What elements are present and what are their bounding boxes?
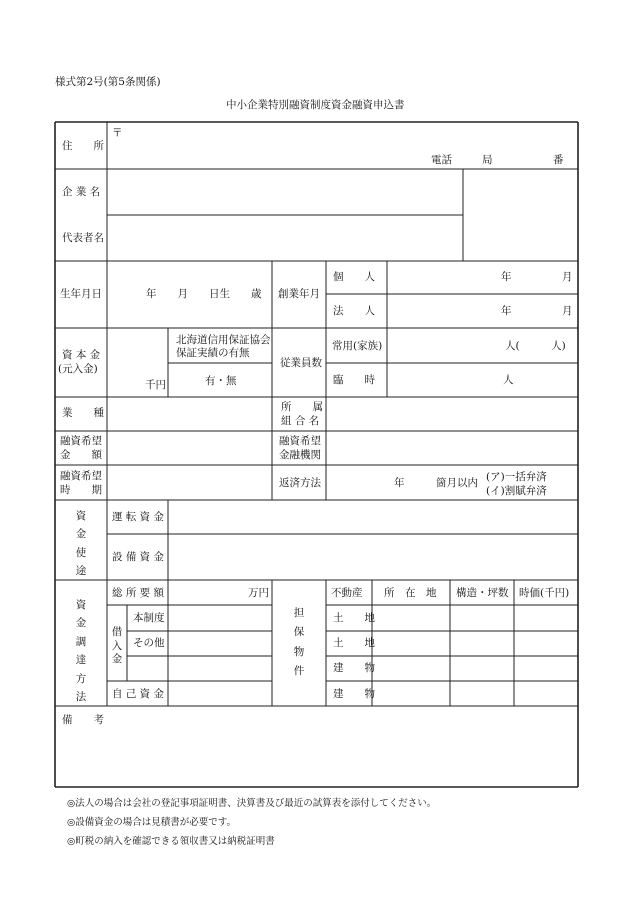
capital-label-line1: 資 本 金	[62, 349, 101, 361]
employees-regular-unit: 人( 人)	[505, 340, 566, 352]
fund-total-unit: 万円	[248, 587, 269, 599]
fund-use-operating-label: 運 転 資 金	[112, 511, 165, 523]
loan-bank-label-line2: 金融機関	[279, 449, 321, 461]
birthdate-format: 年 月 日生 歳	[146, 288, 262, 300]
postal-mark: 〒	[112, 127, 123, 139]
tel-number-label: 番	[553, 154, 564, 166]
collateral-header-realestate: 不動産	[331, 587, 363, 599]
loan-period-label-line2: 時 期	[60, 484, 102, 496]
loan-amount-label-line1: 融資希望	[60, 435, 102, 447]
tel-label: 電話	[431, 154, 452, 166]
fund-source-label: 資金調達方法	[75, 599, 87, 703]
form-number: 様式第2号(第5条関係)	[55, 76, 161, 88]
note-1: ◎法人の場合は会社の登記事項証明書、決算書及び最近の試算表を添付してください。	[67, 798, 437, 809]
collateral-label: 担保物件	[293, 607, 305, 678]
guarantee-value[interactable]: 有・無	[205, 375, 237, 387]
note-2: ◎設備資金の場合は見積書が必要です。	[67, 817, 237, 828]
loan-bank-label-line1: 融資希望	[279, 435, 321, 447]
address-field[interactable]	[112, 138, 572, 164]
birthdate-label: 生年月日	[60, 288, 102, 300]
founded-label: 創業年月	[278, 288, 320, 300]
loan-period-label-line1: 融資希望	[60, 470, 102, 482]
capital-label-line2: (元入金)	[58, 363, 98, 375]
founded-corporation-year: 年	[501, 305, 512, 317]
representative-label: 代表者名	[62, 232, 104, 244]
collateral-header-value: 時価(千円)	[519, 587, 570, 599]
collateral-row-building-1: 建 物	[333, 662, 375, 674]
own-funds-label: 自 己 資 金	[112, 688, 165, 700]
company-name-label: 企 業 名	[62, 186, 101, 198]
business-type-label: 業 種	[62, 407, 104, 419]
company-name-field[interactable]	[110, 172, 460, 212]
tel-station-label: 局	[482, 154, 493, 166]
employees-temporary-label: 臨 時	[333, 374, 375, 386]
union-label-line2: 組 合 名	[281, 415, 320, 427]
loan-other-label: その他	[133, 637, 165, 649]
repayment-label: 返済方法	[279, 477, 321, 489]
collateral-header-location: 所 在 地	[384, 587, 437, 599]
loan-label: 借入金	[111, 626, 123, 666]
remarks-field[interactable]	[110, 710, 572, 782]
fund-use-label: 資金使途	[75, 510, 87, 578]
form-title: 中小企業特別融資制度資金融資申込書	[226, 99, 405, 111]
capital-unit: 千円	[145, 379, 166, 391]
founded-corporation-label: 法 人	[333, 305, 375, 317]
employees-regular-label: 常用(家族)	[332, 340, 383, 352]
loan-amount-label-line2: 金 額	[60, 449, 102, 461]
collateral-header-structure: 構造・坪数	[456, 587, 509, 599]
note-3: ◎町税の納入を確認できる領収書又は納税証明書	[67, 836, 275, 847]
collateral-row-land-2: 土 地	[333, 637, 375, 649]
repayment-period: 年 箇月以内	[394, 477, 478, 489]
loan-this-system-label: 本制度	[133, 612, 165, 624]
founded-individual-month: 月	[562, 271, 573, 283]
fund-total-label: 総 所 要 額	[112, 587, 165, 599]
employees-temporary-unit: 人	[503, 374, 514, 386]
founded-individual-label: 個 人	[333, 271, 375, 283]
guarantee-label-line2: 保証実績の有無	[176, 347, 250, 359]
representative-field[interactable]	[110, 218, 460, 258]
union-label-line1: 所 属	[281, 401, 323, 413]
collateral-row-land-1: 土 地	[333, 612, 375, 624]
remarks-label: 備 考	[62, 714, 104, 726]
collateral-row-building-2: 建 物	[333, 688, 375, 700]
employees-label: 従業員数	[280, 357, 322, 369]
address-label: 住 所	[62, 140, 104, 152]
guarantee-label-line1: 北海道信用保証協会	[176, 334, 271, 346]
repayment-option-a[interactable]: (ア)一括弁済	[486, 471, 547, 483]
founded-individual-year: 年	[501, 271, 512, 283]
founded-corporation-month: 月	[562, 305, 573, 317]
repayment-option-b[interactable]: (イ)割賦弁済	[486, 485, 547, 497]
fund-use-equipment-label: 設 備 資 金	[112, 551, 165, 563]
